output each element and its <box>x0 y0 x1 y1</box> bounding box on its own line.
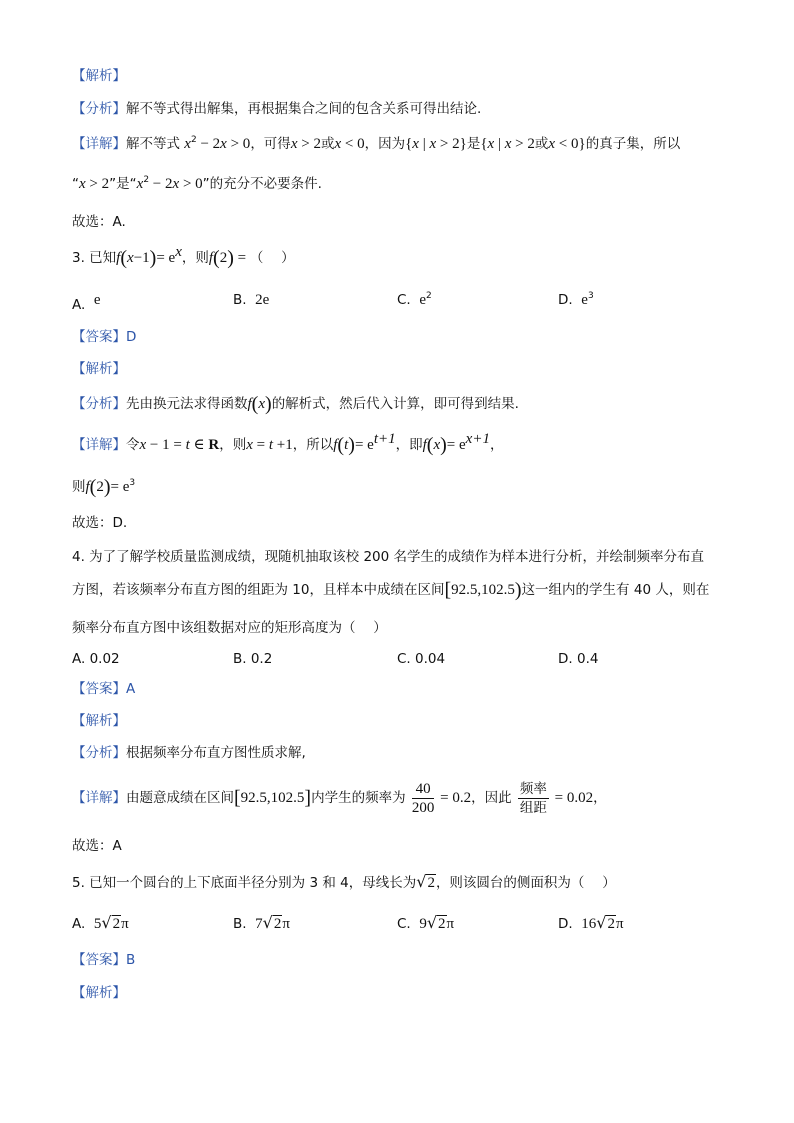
q5-option-b: B. 7√2π <box>233 913 290 932</box>
q4-option-d: D. 0.4 <box>558 651 599 667</box>
q4-answer: 【答案】A <box>72 681 136 697</box>
fraction-40-200: $\frac{40}{200}$ <box>411 780 435 816</box>
q3-option-c: C. $e^2$ <box>397 291 432 308</box>
q5-stem: 5. 已知一个圆台的上下底面半径分别为 3 和 4，母线长为√2，则该圆台的侧面积为（ ） <box>72 872 616 891</box>
q2-detail: 【详解】解不等式 $x^2 - 2x > 0$，可得x > 2或x < 0，因为{x | x > 2}是{x | x > 2或x < 0}的真子集，所以 <box>72 135 681 152</box>
q4-stem-line2: 方图，若该频率分布直方图的组距为 10，且样本中成绩在区间[92.5,102.5)这一组内的学生有 40 人，则在 <box>72 579 710 601</box>
q5-option-d: D. 16√2π <box>558 913 624 932</box>
q2-conclusion: “x > 2”是“$x^2 - 2x > 0$”的充分不必要条件. <box>72 175 322 192</box>
q5-jiexi-label: 【解析】 <box>72 985 126 1001</box>
q3-analysis: 【分析】先由换元法求得函数f(x)的解析式，然后代入计算，即可得到结果. <box>72 393 519 415</box>
q5-answer: 【答案】B <box>72 952 136 968</box>
q3-option-d: D. $e^3$ <box>558 291 594 308</box>
q3-answer: 【答案】D <box>72 329 137 345</box>
jiexi-label: 【解析】 <box>72 68 126 84</box>
q2-analysis: 【分析】解不等式得出解集，再根据集合之间的包含关系可得出结论. <box>72 101 482 117</box>
q2-choice: 故选：A. <box>72 214 126 230</box>
q4-jiexi-label: 【解析】 <box>72 713 126 729</box>
q4-option-b: B. 0.2 <box>233 651 273 667</box>
q3-choice: 故选：D. <box>72 515 128 531</box>
q4-stem-line1: 4. 为了了解学校质量监测成绩，现随机抽取该校 200 名学生的成绩作为样本进行分析，并绘制频率分布直 <box>72 549 705 565</box>
q3-then: 则$f(2)= e^3$ <box>72 476 136 498</box>
q4-detail: 【详解】由题意成绩在区间[92.5,102.5]内学生的频率为 $\frac{40}{200}$ = 0.2，因此 $\frac{\text{频率}}{\text{组距}}$ = 0.02， <box>72 780 607 816</box>
q4-analysis: 【分析】根据频率分布直方图性质求解, <box>72 745 306 761</box>
q3-option-b: B. 2e <box>233 292 270 308</box>
q3-detail: 【详解】令x − 1 = t ∈ R，则x = t +1，所以$f(t)= e^{t+1}$，即$f(x)= e^{x+1}$， <box>72 431 504 456</box>
q3-jiexi-label: 【解析】 <box>72 361 126 377</box>
analysis-label: 【分析】 <box>72 101 126 117</box>
detail-label: 【详解】 <box>72 136 126 152</box>
fraction-freq-width: $\frac{\text{频率}}{\text{组距}}$ <box>519 780 547 816</box>
q4-choice: 故选：A <box>72 838 122 854</box>
q4-option-c: C. 0.04 <box>397 651 446 667</box>
q3-stem: 3. 已知$f(x-1)= e^x$，则f(2) = （ ） <box>72 244 295 269</box>
q4-option-a: A. 0.02 <box>72 651 120 667</box>
q3-option-a: A. e <box>72 292 101 313</box>
q4-stem-line3: 频率分布直方图中该组数据对应的矩形高度为（ ） <box>72 620 387 636</box>
q5-option-a: A. 5√2π <box>72 913 129 932</box>
q5-option-c: C. 9√2π <box>397 913 455 932</box>
